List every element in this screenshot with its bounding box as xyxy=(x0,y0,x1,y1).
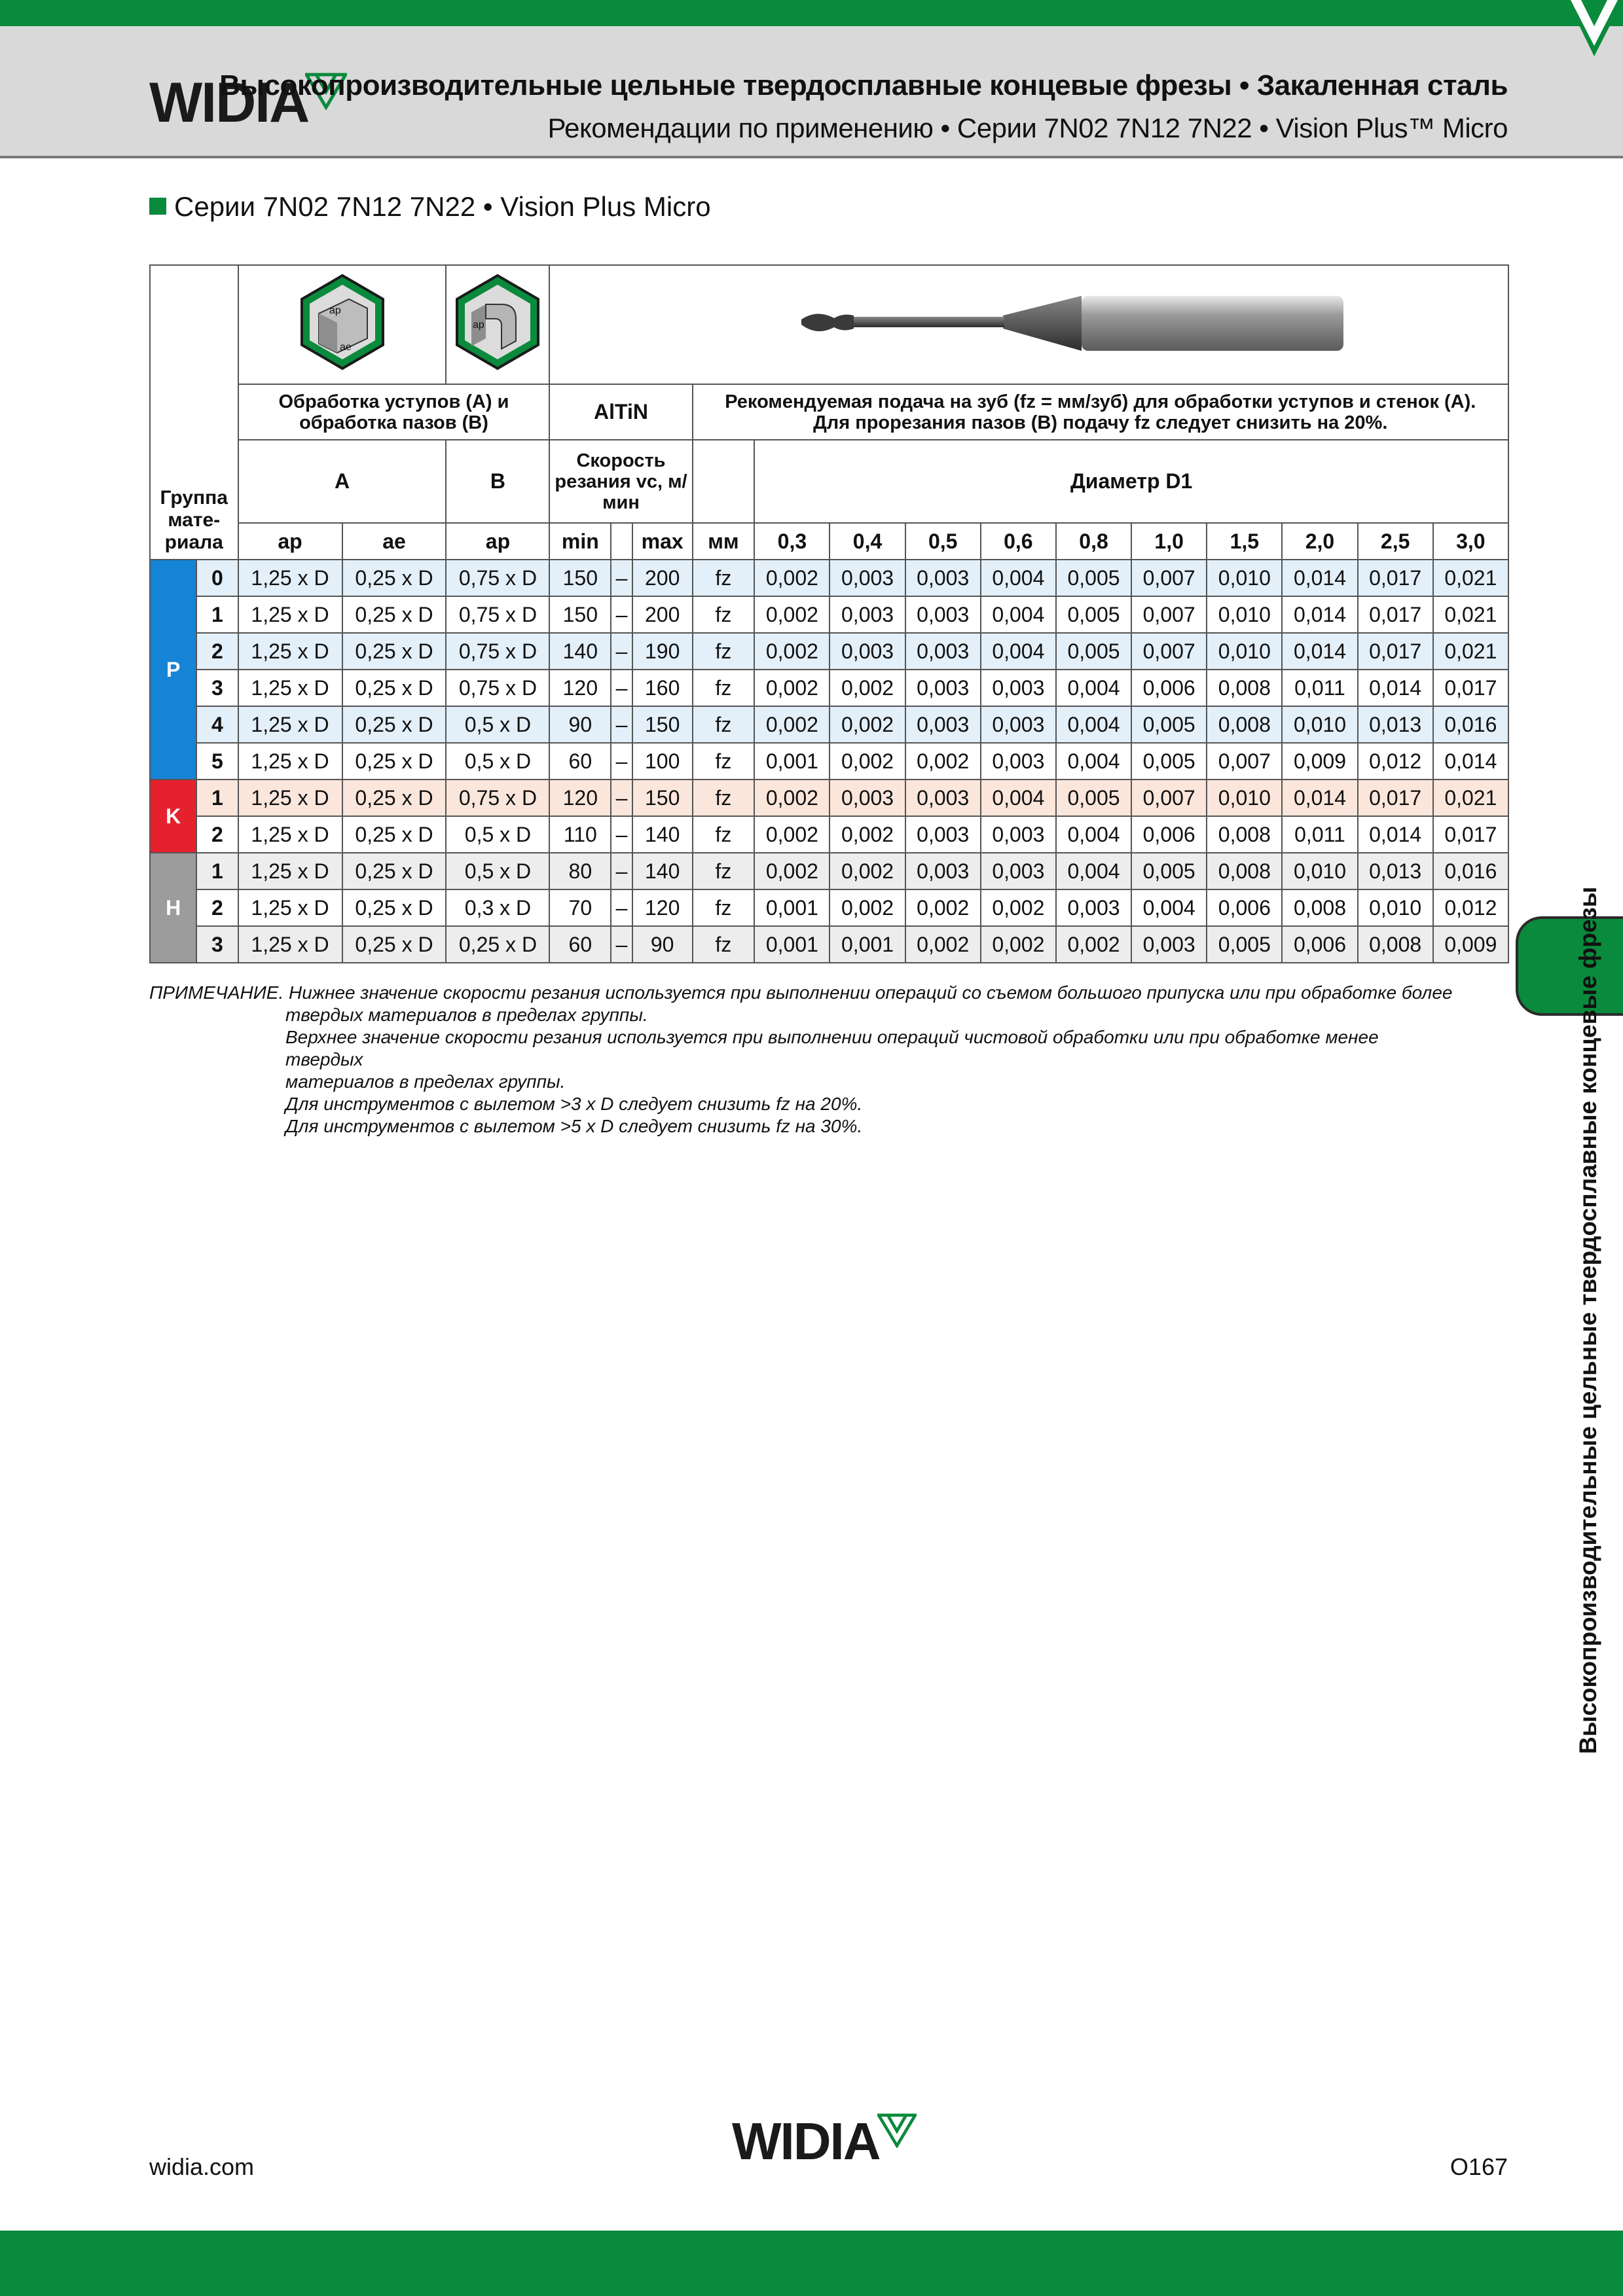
header-title: Высокопроизводительные цельные твердосплавные концевые фрезы • Закаленная сталь xyxy=(219,69,1508,101)
dash: – xyxy=(611,633,632,670)
feed-value: 0,005 xyxy=(1056,780,1131,816)
footer-url: widia.com xyxy=(149,2153,255,2180)
feed-value: 0,001 xyxy=(754,743,830,780)
feed-value: 0,008 xyxy=(1207,706,1282,743)
operations-header: Обработка уступов (A) и обработка пазов (B) xyxy=(238,384,550,440)
ae-value: 0,25 x D xyxy=(342,743,447,780)
row-number: 2 xyxy=(196,633,238,670)
row-number: 2 xyxy=(196,816,238,853)
feed-value: 0,003 xyxy=(905,816,981,853)
ae-value: 0,25 x D xyxy=(342,596,447,633)
feed-value: 0,014 xyxy=(1433,743,1508,780)
feed-value: 0,021 xyxy=(1433,560,1508,596)
fz-label: fz xyxy=(693,670,755,706)
dash: – xyxy=(611,853,632,889)
feed-value: 0,017 xyxy=(1358,780,1433,816)
feed-value: 0,005 xyxy=(1131,743,1207,780)
ap-value: 1,25 x D xyxy=(238,633,342,670)
ap2-value: 0,5 x D xyxy=(446,816,549,853)
feed-value: 0,003 xyxy=(1131,926,1207,963)
feed-value: 0,002 xyxy=(754,816,830,853)
table-row xyxy=(150,816,1508,853)
feed-value: 0,003 xyxy=(1056,889,1131,926)
feed-value: 0,013 xyxy=(1358,706,1433,743)
diameter-col: 0,6 xyxy=(981,523,1056,560)
feed-value: 0,003 xyxy=(981,670,1056,706)
ae-value: 0,25 x D xyxy=(342,670,447,706)
feed-value: 0,012 xyxy=(1358,743,1433,780)
top-green-bar xyxy=(0,0,1623,26)
ae-value: 0,25 x D xyxy=(342,889,447,926)
ap-value: 1,25 x D xyxy=(238,596,342,633)
feed-value: 0,016 xyxy=(1433,853,1508,889)
widia-triangle-icon xyxy=(877,2113,917,2148)
feed-value: 0,010 xyxy=(1207,633,1282,670)
note-line: Нижнее значение скорости резания используется при выполнении операций со съемом большого припуска или при обработке более xyxy=(289,982,1453,1003)
speed-max: 140 xyxy=(632,816,693,853)
ap2-value: 0,3 x D xyxy=(446,889,549,926)
dash: – xyxy=(611,596,632,633)
feed-value: 0,003 xyxy=(905,780,981,816)
material-group-h: H xyxy=(150,853,196,963)
table-row xyxy=(150,926,1508,963)
feed-value: 0,002 xyxy=(830,706,905,743)
page-header xyxy=(0,26,1623,158)
table-row xyxy=(150,670,1508,706)
feed-value: 0,005 xyxy=(1131,706,1207,743)
feed-value: 0,004 xyxy=(981,596,1056,633)
feed-value: 0,013 xyxy=(1358,853,1433,889)
mm-header: мм xyxy=(693,523,755,560)
feed-value: 0,006 xyxy=(1282,926,1357,963)
table-row xyxy=(150,780,1508,816)
dash: – xyxy=(611,706,632,743)
feed-value: 0,002 xyxy=(754,780,830,816)
feed-value: 0,010 xyxy=(1282,706,1357,743)
dash-spacer xyxy=(611,523,632,560)
feed-value: 0,002 xyxy=(905,926,981,963)
ap-value: 1,25 x D xyxy=(238,706,342,743)
coating-header: AlTiN xyxy=(549,384,692,440)
feed-note-header: Рекомендуемая подача на зуб (fz = мм/зуб) для обработки уступов и стенок (A). Для прорезания пазов (B) подачу fz следует снизить на 20%. xyxy=(693,384,1508,440)
feed-value: 0,006 xyxy=(1131,670,1207,706)
note-line: материалов в пределах группы. xyxy=(285,1071,566,1092)
ap-value: 1,25 x D xyxy=(238,560,342,596)
icon-a-ap: ap xyxy=(329,305,341,316)
ap-header: ap xyxy=(238,523,342,560)
icon-b-ap: ap xyxy=(473,319,485,331)
material-group-label: Группа мате-риала xyxy=(160,487,228,553)
feed-value: 0,002 xyxy=(905,889,981,926)
speed-min: 150 xyxy=(549,596,611,633)
feed-value: 0,003 xyxy=(905,706,981,743)
feed-value: 0,003 xyxy=(905,596,981,633)
diameter-col: 0,8 xyxy=(1056,523,1131,560)
feed-value: 0,014 xyxy=(1282,596,1357,633)
feed-value: 0,004 xyxy=(1056,816,1131,853)
feed-value: 0,002 xyxy=(981,926,1056,963)
feed-value: 0,017 xyxy=(1433,816,1508,853)
feed-value: 0,017 xyxy=(1433,670,1508,706)
fz-label: fz xyxy=(693,633,755,670)
ap-value: 1,25 x D xyxy=(238,926,342,963)
row-number: 4 xyxy=(196,706,238,743)
feed-value: 0,014 xyxy=(1358,670,1433,706)
speed-min: 70 xyxy=(549,889,611,926)
feed-value: 0,003 xyxy=(830,780,905,816)
ae-value: 0,25 x D xyxy=(342,706,447,743)
feed-value: 0,010 xyxy=(1207,560,1282,596)
speed-max: 150 xyxy=(632,780,693,816)
feed-value: 0,017 xyxy=(1358,560,1433,596)
note-line: Верхнее значение скорости резания используется при выполнении операций чистовой обработки или при обработке менее твердых xyxy=(285,1027,1379,1069)
header-subtitle: Рекомендации по применению • Серии 7N02 7N12 7N22 • Vision Plus™ Micro xyxy=(547,113,1508,143)
feed-value: 0,010 xyxy=(1358,889,1433,926)
feed-value: 0,002 xyxy=(754,853,830,889)
feed-value: 0,002 xyxy=(830,816,905,853)
feed-value: 0,008 xyxy=(1358,926,1433,963)
fz-label: fz xyxy=(693,926,755,963)
note-line: твердых материалов в пределах группы. xyxy=(285,1005,648,1025)
subheader-row xyxy=(150,523,1508,560)
feed-value: 0,014 xyxy=(1282,780,1357,816)
feed-value: 0,002 xyxy=(830,743,905,780)
feed-value: 0,007 xyxy=(1131,596,1207,633)
row-number: 3 xyxy=(196,670,238,706)
ap2-value: 0,25 x D xyxy=(446,926,549,963)
speed-max: 200 xyxy=(632,596,693,633)
ae-value: 0,25 x D xyxy=(342,816,447,853)
brand-wordmark: WIDIA xyxy=(149,71,309,134)
end-mill-tool-image xyxy=(663,283,1396,361)
feed-value: 0,003 xyxy=(981,853,1056,889)
section-square-icon xyxy=(149,198,166,215)
row-number: 1 xyxy=(196,780,238,816)
dash: – xyxy=(611,780,632,816)
slot-milling-icon xyxy=(452,273,543,371)
speed-min: 60 xyxy=(549,926,611,963)
fz-label: fz xyxy=(693,596,755,633)
feed-value: 0,004 xyxy=(1056,706,1131,743)
feed-value: 0,005 xyxy=(1131,853,1207,889)
feed-value: 0,017 xyxy=(1358,633,1433,670)
feed-value: 0,003 xyxy=(905,560,981,596)
side-chapter-tab xyxy=(1516,916,1623,1016)
ae-value: 0,25 x D xyxy=(342,926,447,963)
table-row xyxy=(150,853,1508,889)
feed-value: 0,012 xyxy=(1433,889,1508,926)
dash: – xyxy=(611,743,632,780)
feed-value: 0,001 xyxy=(754,889,830,926)
feed-value: 0,009 xyxy=(1282,743,1357,780)
diameter-col: 3,0 xyxy=(1433,523,1508,560)
feed-value: 0,003 xyxy=(981,706,1056,743)
feed-value: 0,021 xyxy=(1433,780,1508,816)
tool-image-cell xyxy=(549,265,1508,384)
feed-value: 0,014 xyxy=(1282,633,1357,670)
diameter-col: 0,3 xyxy=(754,523,830,560)
feed-value: 0,002 xyxy=(1056,926,1131,963)
feed-value: 0,003 xyxy=(905,670,981,706)
feed-value: 0,002 xyxy=(754,633,830,670)
feed-value: 0,003 xyxy=(981,816,1056,853)
speed-min: 90 xyxy=(549,706,611,743)
row-number: 1 xyxy=(196,853,238,889)
table-body xyxy=(150,560,1508,963)
feed-value: 0,008 xyxy=(1282,889,1357,926)
icon-cell-b xyxy=(446,265,549,384)
ae-header: ae xyxy=(342,523,447,560)
speed-max: 150 xyxy=(632,706,693,743)
speed-max: 160 xyxy=(632,670,693,706)
footer-brand-wordmark: WIDIA xyxy=(732,2112,880,2170)
dash: – xyxy=(611,670,632,706)
feed-value: 0,004 xyxy=(981,633,1056,670)
feed-value: 0,010 xyxy=(1207,780,1282,816)
icon-cell-a xyxy=(238,265,447,384)
feed-value: 0,021 xyxy=(1433,596,1508,633)
feed-value: 0,014 xyxy=(1282,560,1357,596)
material-group-k: K xyxy=(150,780,196,853)
diameter-header: Диаметр D1 xyxy=(754,440,1508,523)
row-number: 5 xyxy=(196,743,238,780)
ap-value: 1,25 x D xyxy=(238,853,342,889)
ap2-value: 0,5 x D xyxy=(446,853,549,889)
section-title xyxy=(149,191,711,223)
feed-value: 0,006 xyxy=(1131,816,1207,853)
feed-value: 0,004 xyxy=(981,780,1056,816)
note-line: Для инструментов с вылетом >5 x D следует снизить fz на 30%. xyxy=(285,1116,863,1136)
ap2-value: 0,5 x D xyxy=(446,743,549,780)
feed-value: 0,004 xyxy=(1056,743,1131,780)
dash: – xyxy=(611,560,632,596)
feed-value: 0,004 xyxy=(1056,670,1131,706)
fz-label: fz xyxy=(693,560,755,596)
ae-value: 0,25 x D xyxy=(342,633,447,670)
speed-max: 140 xyxy=(632,853,693,889)
feed-value: 0,005 xyxy=(1056,633,1131,670)
feed-value: 0,008 xyxy=(1207,853,1282,889)
corner-arrow-icon xyxy=(1508,0,1623,59)
feed-value: 0,002 xyxy=(981,889,1056,926)
feed-value: 0,002 xyxy=(905,743,981,780)
page-number: O167 xyxy=(1450,2153,1508,2180)
ap-value: 1,25 x D xyxy=(238,743,342,780)
speed-min: 60 xyxy=(549,743,611,780)
feed-value: 0,002 xyxy=(754,596,830,633)
feed-value: 0,016 xyxy=(1433,706,1508,743)
table-row xyxy=(150,889,1508,926)
ae-value: 0,25 x D xyxy=(342,560,447,596)
note-line: Для инструментов с вылетом >3 x D следует снизить fz на 20%. xyxy=(285,1094,863,1114)
ap2-header: ap xyxy=(446,523,549,560)
ap2-value: 0,75 x D xyxy=(446,560,549,596)
footnote xyxy=(149,982,1459,1138)
bottom-green-bar xyxy=(0,2231,1623,2296)
unit-spacer xyxy=(693,440,755,523)
feed-value: 0,001 xyxy=(830,926,905,963)
feed-value: 0,007 xyxy=(1131,780,1207,816)
material-group-header xyxy=(150,265,238,560)
feed-value: 0,009 xyxy=(1433,926,1508,963)
speed-max: 190 xyxy=(632,633,693,670)
speed-min: 150 xyxy=(549,560,611,596)
table-row xyxy=(150,706,1508,743)
feed-value: 0,002 xyxy=(754,560,830,596)
speed-min: 80 xyxy=(549,853,611,889)
diameter-col: 0,5 xyxy=(905,523,981,560)
col-a-header: A xyxy=(238,440,447,523)
diameter-col: 1,0 xyxy=(1131,523,1207,560)
feed-value: 0,002 xyxy=(830,853,905,889)
feed-value: 0,004 xyxy=(1131,889,1207,926)
feed-value: 0,007 xyxy=(1131,560,1207,596)
speed-max: 200 xyxy=(632,560,693,596)
feed-value: 0,006 xyxy=(1207,889,1282,926)
feed-value: 0,011 xyxy=(1282,670,1357,706)
row-number: 2 xyxy=(196,889,238,926)
feed-value: 0,010 xyxy=(1282,853,1357,889)
feed-value: 0,003 xyxy=(905,853,981,889)
feed-value: 0,005 xyxy=(1207,926,1282,963)
speed-max: 90 xyxy=(632,926,693,963)
ap2-value: 0,75 x D xyxy=(446,633,549,670)
feed-value: 0,004 xyxy=(1056,853,1131,889)
feed-value: 0,003 xyxy=(830,560,905,596)
table-row xyxy=(150,560,1508,596)
ap2-value: 0,5 x D xyxy=(446,706,549,743)
feed-value: 0,003 xyxy=(981,743,1056,780)
feed-value: 0,003 xyxy=(905,633,981,670)
feed-value: 0,002 xyxy=(754,706,830,743)
ap-value: 1,25 x D xyxy=(238,816,342,853)
side-chapter-label xyxy=(1568,886,1607,1761)
feed-value: 0,008 xyxy=(1207,816,1282,853)
diameter-col: 1,5 xyxy=(1207,523,1282,560)
speed-max: 100 xyxy=(632,743,693,780)
icon-a-ae: ae xyxy=(339,342,352,353)
feed-value: 0,003 xyxy=(830,633,905,670)
shoulder-milling-icon xyxy=(297,273,388,371)
table-row xyxy=(150,596,1508,633)
section-title-text: Серии 7N02 7N12 7N22 • Vision Plus Micro xyxy=(174,191,711,222)
fz-label: fz xyxy=(693,816,755,853)
dash: – xyxy=(611,889,632,926)
row-number: 1 xyxy=(196,596,238,633)
feed-value: 0,005 xyxy=(1056,596,1131,633)
diameter-col: 0,4 xyxy=(830,523,905,560)
row-number: 3 xyxy=(196,926,238,963)
ap-value: 1,25 x D xyxy=(238,780,342,816)
ap-value: 1,25 x D xyxy=(238,889,342,926)
speed-max: 120 xyxy=(632,889,693,926)
fz-label: fz xyxy=(693,853,755,889)
table-row xyxy=(150,743,1508,780)
speed-min: 140 xyxy=(549,633,611,670)
ae-value: 0,25 x D xyxy=(342,853,447,889)
ae-value: 0,25 x D xyxy=(342,780,447,816)
feed-value: 0,003 xyxy=(830,596,905,633)
diameter-col: 2,5 xyxy=(1358,523,1433,560)
cutting-data-table xyxy=(149,264,1509,963)
feed-value: 0,011 xyxy=(1282,816,1357,853)
dash: – xyxy=(611,816,632,853)
side-chapter-text: Высокопроизводительные цельные твердосплавные концевые фрезы xyxy=(1575,886,1601,1754)
footer-logo xyxy=(732,2111,880,2172)
ap2-value: 0,75 x D xyxy=(446,670,549,706)
speed-header: Скорость резания vc, м/мин xyxy=(549,440,692,523)
fz-label: fz xyxy=(693,889,755,926)
feed-value: 0,002 xyxy=(830,670,905,706)
table-row xyxy=(150,633,1508,670)
diameter-col: 2,0 xyxy=(1282,523,1357,560)
feed-value: 0,007 xyxy=(1131,633,1207,670)
feed-value: 0,010 xyxy=(1207,596,1282,633)
min-header: min xyxy=(549,523,611,560)
max-header: max xyxy=(632,523,693,560)
feed-value: 0,017 xyxy=(1358,596,1433,633)
feed-value: 0,014 xyxy=(1358,816,1433,853)
feed-value: 0,021 xyxy=(1433,633,1508,670)
speed-min: 110 xyxy=(549,816,611,853)
feed-value: 0,008 xyxy=(1207,670,1282,706)
ap2-value: 0,75 x D xyxy=(446,596,549,633)
feed-value: 0,001 xyxy=(754,926,830,963)
note-lead: ПРИМЕЧАНИЕ. xyxy=(149,982,284,1003)
material-group-p: P xyxy=(150,560,196,780)
feed-value: 0,002 xyxy=(830,889,905,926)
fz-label: fz xyxy=(693,780,755,816)
feed-value: 0,004 xyxy=(981,560,1056,596)
dash: – xyxy=(611,926,632,963)
ap2-value: 0,75 x D xyxy=(446,780,549,816)
feed-value: 0,007 xyxy=(1207,743,1282,780)
col-b-header: B xyxy=(446,440,549,523)
feed-value: 0,005 xyxy=(1056,560,1131,596)
fz-label: fz xyxy=(693,706,755,743)
speed-min: 120 xyxy=(549,780,611,816)
fz-label: fz xyxy=(693,743,755,780)
feed-value: 0,002 xyxy=(754,670,830,706)
speed-min: 120 xyxy=(549,670,611,706)
ap-value: 1,25 x D xyxy=(238,670,342,706)
row-number: 0 xyxy=(196,560,238,596)
